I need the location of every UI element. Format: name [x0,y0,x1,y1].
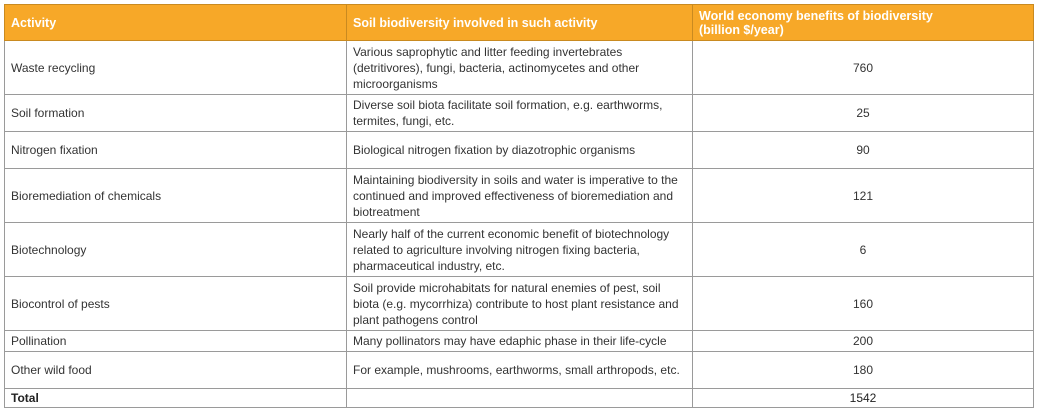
value-cell: 160 [693,277,1034,331]
soil-cell: Many pollinators may have edaphic phase in their life-cycle [347,331,693,352]
table-row [5,352,1034,389]
table-row [5,132,1034,169]
value-cell: 90 [693,132,1034,169]
value-cell: 6 [693,223,1034,277]
activity-cell: Biotechnology [5,223,347,277]
activity-cell: Other wild food [5,352,347,389]
table-row [5,277,1034,331]
value-cell: 200 [693,331,1034,352]
soil-cell: Nearly half of the current economic benefit of biotechnology related to agriculture involving nitrogen fixing bacteria, pharmaceutical industry, etc. [347,223,693,277]
biodiversity-benefits-table [4,4,1034,408]
table-row [5,95,1034,132]
table-row [5,169,1034,223]
total-row [5,389,1034,408]
table-row [5,223,1034,277]
activity-cell: Bioremediation of chemicals [5,169,347,223]
soil-cell: Soil provide microhabitats for natural enemies of pest, soil biota (e.g. mycorrhiza) contribute to host plant resistance and plant pathogens control [347,277,693,331]
header-economy-benefits [693,5,1034,41]
total-label: Total [5,389,347,408]
value-cell: 25 [693,95,1034,132]
table-row [5,41,1034,95]
header-benefit-line2: (billion $/year) [699,22,784,37]
soil-cell: Various saprophytic and litter feeding invertebrates (detritivores), fungi, bacteria, actinomycetes and other microorganisms [347,41,693,95]
value-cell: 180 [693,352,1034,389]
value-cell: 121 [693,169,1034,223]
activity-cell: Pollination [5,331,347,352]
activity-cell: Nitrogen fixation [5,132,347,169]
activity-cell: Waste recycling [5,41,347,95]
header-activity: Activity [5,5,347,41]
soil-cell: For example, mushrooms, earthworms, small arthropods, etc. [347,352,693,389]
total-soil-cell [347,389,693,408]
soil-cell: Biological nitrogen fixation by diazotrophic organisms [347,132,693,169]
total-value: 1542 [693,389,1034,408]
soil-cell: Diverse soil biota facilitate soil formation, e.g. earthworms, termites, fungi, etc. [347,95,693,132]
header-soil-biodiversity: Soil biodiversity involved in such activity [347,5,693,41]
header-benefit-line1: World economy benefits of biodiversity [699,8,933,23]
value-cell: 760 [693,41,1034,95]
activity-cell: Biocontrol of pests [5,277,347,331]
header-row [5,5,1034,41]
table-row [5,331,1034,352]
soil-cell: Maintaining biodiversity in soils and water is imperative to the continued and improved effectiveness of bioremediation and biotreatment [347,169,693,223]
activity-cell: Soil formation [5,95,347,132]
